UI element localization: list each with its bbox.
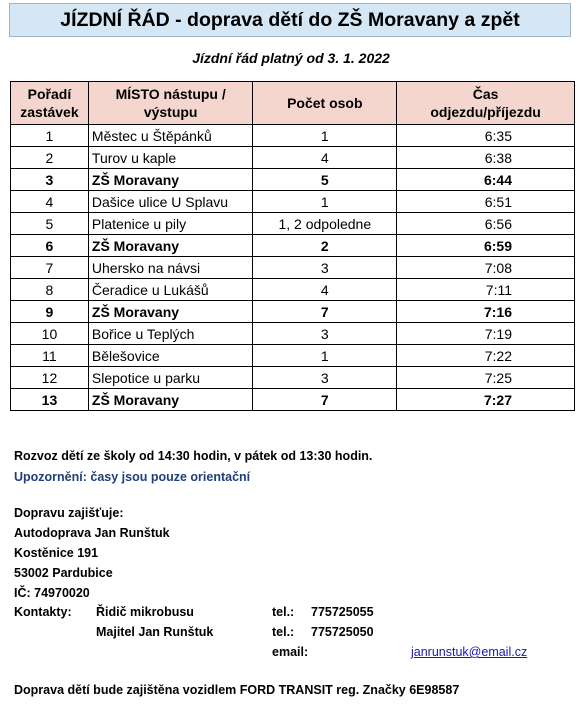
row-order: 8 <box>11 279 89 301</box>
table-row <box>11 279 575 301</box>
row-place: Uhersko na návsi <box>88 257 253 279</box>
row-persons: 3 <box>253 257 397 279</box>
row-time: 6:44 <box>397 169 575 191</box>
driver-label: Řidič mikrobusu <box>96 605 194 619</box>
carrier-heading: Dopravu zajišťuje: <box>14 506 124 520</box>
header-persons: Počet osob <box>253 82 397 125</box>
row-place: Městec u Štěpánků <box>88 125 253 147</box>
table-row <box>11 191 575 213</box>
row-order: 11 <box>11 345 89 367</box>
row-place: ZŠ Moravany <box>88 301 253 323</box>
table-row <box>11 169 575 191</box>
row-place: Platenice u pily <box>88 213 253 235</box>
row-order: 4 <box>11 191 89 213</box>
row-persons: 5 <box>253 169 397 191</box>
row-persons: 1, 2 odpoledne <box>253 213 397 235</box>
row-time: 6:35 <box>397 125 575 147</box>
row-order: 1 <box>11 125 89 147</box>
row-order: 5 <box>11 213 89 235</box>
timetable-header-row <box>11 82 575 125</box>
page-title: JÍZDNÍ ŘÁD - doprava dětí do ZŠ Moravany a zpět <box>9 3 571 37</box>
row-persons: 1 <box>253 125 397 147</box>
email-link[interactable]: janrunstuk@email.cz <box>411 645 528 659</box>
row-order: 6 <box>11 235 89 257</box>
validity-subtitle: Jízdní řád platný od 3. 1. 2022 <box>192 50 390 66</box>
row-order: 7 <box>11 257 89 279</box>
tel-label-2: tel.: <box>272 625 295 639</box>
row-persons: 4 <box>253 147 397 169</box>
row-persons: 3 <box>253 323 397 345</box>
row-time: 7:25 <box>397 367 575 389</box>
tel-value-1: 775725055 <box>311 605 374 619</box>
carrier-ic: IČ: 74970020 <box>14 586 90 600</box>
row-persons: 2 <box>253 235 397 257</box>
row-persons: 3 <box>253 367 397 389</box>
row-place: Slepotice u parku <box>88 367 253 389</box>
table-row <box>11 257 575 279</box>
row-order: 12 <box>11 367 89 389</box>
header-place: MÍSTO nástupu / výstupu <box>88 82 253 125</box>
contacts-label: Kontakty: <box>14 605 72 619</box>
row-place: Bořice u Teplých <box>88 323 253 345</box>
timetable <box>10 81 575 411</box>
carrier-city: 53002 Pardubice <box>14 566 113 580</box>
footer-note: Doprava dětí bude zajištěna vozidlem FORD TRANSIT reg. Značky 6E98587 <box>14 683 460 697</box>
row-place: ZŠ Moravany <box>88 389 253 411</box>
return-note: Rozvoz dětí ze školy od 14:30 hodin, v pátek od 13:30 hodin. <box>14 449 373 463</box>
row-persons: 4 <box>253 279 397 301</box>
row-place: Bělešovice <box>88 345 253 367</box>
row-place: ZŠ Moravany <box>88 169 253 191</box>
row-place: Dašice ulice U Splavu <box>88 191 253 213</box>
row-time: 7:19 <box>397 323 575 345</box>
table-row <box>11 367 575 389</box>
row-place: Turov u kaple <box>88 147 253 169</box>
row-order: 10 <box>11 323 89 345</box>
email-label: email: <box>272 645 309 659</box>
table-row <box>11 125 575 147</box>
row-time: 7:27 <box>397 389 575 411</box>
row-time: 7:08 <box>397 257 575 279</box>
row-time: 6:59 <box>397 235 575 257</box>
row-persons: 7 <box>253 301 397 323</box>
carrier-street: Kostěnice 191 <box>14 546 99 560</box>
row-time: 6:51 <box>397 191 575 213</box>
row-order: 13 <box>11 389 89 411</box>
row-persons: 7 <box>253 389 397 411</box>
row-place: ZŠ Moravany <box>88 235 253 257</box>
header-time: Čas odjezdu/příjezdu <box>397 82 575 125</box>
tel-label-1: tel.: <box>272 605 295 619</box>
row-order: 9 <box>11 301 89 323</box>
table-row <box>11 389 575 411</box>
table-row <box>11 323 575 345</box>
row-place: Čeradice u Lukášů <box>88 279 253 301</box>
table-row <box>11 235 575 257</box>
timetable-body <box>11 125 575 411</box>
table-row <box>11 345 575 367</box>
tel-value-2: 775725050 <box>311 625 374 639</box>
owner-label: Majitel Jan Runštuk <box>96 625 214 639</box>
row-persons: 1 <box>253 345 397 367</box>
carrier-name: Autodoprava Jan Runštuk <box>14 526 170 540</box>
header-order: Pořadí zastávek <box>11 82 89 125</box>
warning-note: Upozornění: časy jsou pouze orientační <box>14 470 251 484</box>
table-row <box>11 213 575 235</box>
row-time: 6:56 <box>397 213 575 235</box>
table-row <box>11 147 575 169</box>
row-order: 2 <box>11 147 89 169</box>
row-persons: 1 <box>253 191 397 213</box>
row-order: 3 <box>11 169 89 191</box>
table-row <box>11 301 575 323</box>
row-time: 6:38 <box>397 147 575 169</box>
row-time: 7:22 <box>397 345 575 367</box>
row-time: 7:11 <box>397 279 575 301</box>
row-time: 7:16 <box>397 301 575 323</box>
